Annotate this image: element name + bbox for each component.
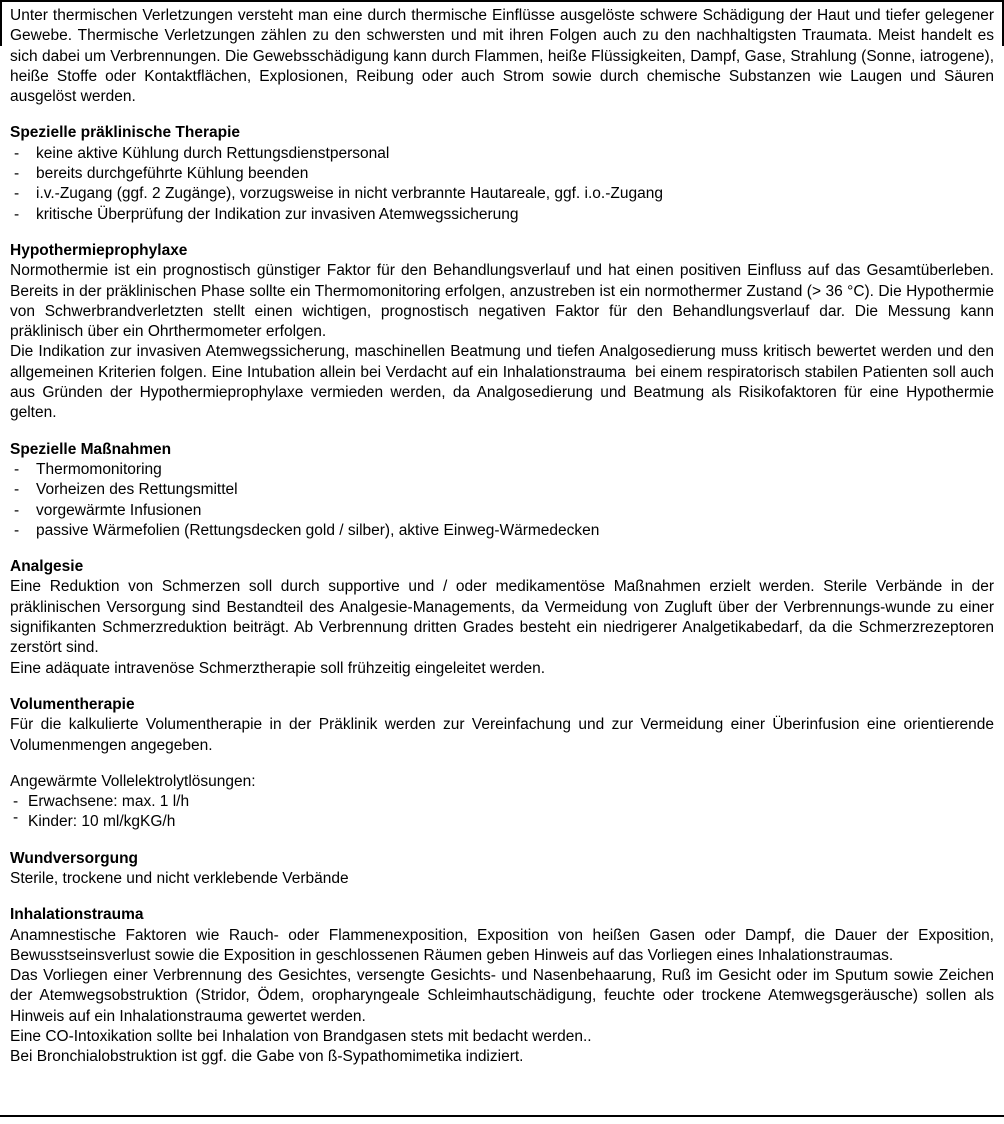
body-paragraph: Sterile, trockene und nicht verklebende Verbände	[10, 869, 349, 887]
list-item	[10, 521, 994, 541]
bullet-text: passive Wärmefolien (Rettungsdecken gold / silber), aktive Einweg-Wärmedecken	[36, 521, 600, 539]
body-paragraph: Normothermie ist ein prognostisch günstiger Faktor für den Behandlungsverlauf und hat einen positiven Einfluss auf das Gesamtüberleben. Bereits in der präklinischen Phase sollte ein Thermomonitoring erfolgen, anzustreben ist ein normothermer Zustand (> 36 °C). Die Hypothermie von Schwerbrandverletzten stellt einen wichtigen, prognostisch negativen Faktor für den Behandlungsverlauf dar. Die Messung kann präklinisch über ein Ohrthermometer erfolgen.	[10, 262, 994, 341]
bullet-text: Kinder: 10 ml/kgKG/h	[28, 813, 176, 831]
bullet-text: Vorheizen des Rettungsmittel	[36, 481, 238, 499]
top-border-line	[0, 0, 1004, 2]
bullet-dash: -	[14, 501, 20, 519]
body-paragraph: Eine CO-Intoxikation sollte bei Inhalation von Brandgasen stets mit bedacht werden..	[10, 1028, 592, 1046]
list-item	[10, 205, 994, 225]
section-heading-analgesie: Analgesie	[10, 558, 84, 576]
bullet-text: keine aktive Kühlung durch Rettungsdienstpersonal	[36, 144, 390, 162]
bottom-border-line	[0, 1115, 1004, 1117]
top-left-border-stub	[0, 0, 2, 46]
body-paragraph: Eine Reduktion von Schmerzen soll durch supportive und / oder medikamentöse Maßnahmen erzielt werden. Sterile Verbände in der präklinischen Versorgung sind Bestandteil des Analgesie-Managements, da Vermeidung von Zugluft über der Verbrennungs-wunde zu einer signifikanten Schmerzreduktion beiträgt. Ab Verbrennung dritten Grades besteht ein niedrigerer Analgetikabedarf, da die Schmerzrezeptoren zerstört sind.	[10, 578, 994, 657]
body-paragraph: Eine adäquate intravenöse Schmerztherapie soll frühzeitig eingeleitet werden.	[10, 659, 546, 677]
bullet-dash: -	[14, 165, 20, 183]
bullet-list-vollelektrolytloesungen	[10, 792, 994, 833]
bullet-dash: -	[14, 185, 20, 203]
bullet-dash: -	[14, 460, 20, 478]
bullet-text: Thermomonitoring	[36, 460, 162, 478]
list-item	[10, 809, 994, 832]
bullet-list-spezielle-massnahmen	[10, 460, 994, 541]
list-item	[10, 480, 994, 500]
bullet-text: bereits durchgeführte Kühlung beenden	[36, 165, 309, 183]
list-item	[10, 792, 994, 812]
list-item	[10, 144, 994, 164]
bullet-dash: -	[13, 809, 19, 827]
section-heading-volumentherapie: Volumentherapie	[10, 695, 135, 713]
section-heading-praeklinische-therapie: Spezielle präklinische Therapie	[10, 124, 241, 142]
body-paragraph: Bei Bronchialobstruktion ist ggf. die Gabe von ß-Sypathomimetika indiziert.	[10, 1048, 524, 1066]
body-paragraph: Für die kalkulierte Volumentherapie in der Präklinik werden zur Vereinfachung und zur Vermeidung einer Überinfusion eine orientierende Volumenmengen angegeben.	[10, 716, 994, 754]
bullet-dash: -	[13, 793, 19, 811]
section-heading-hypothermieprophylaxe: Hypothermieprophylaxe	[10, 241, 188, 259]
body-paragraph: Die Indikation zur invasiven Atemwegssicherung, maschinellen Beatmung und tiefen Analgosedierung muss kritisch bewertet werden und den allgemeinen Kriterien folgen. Eine Intubation allein bei Verdacht auf ein Inhalationstrauma bei einem respiratorisch stabilen Patienten soll auch aus Gründen der Hypothermieprophylaxe vermieden werden, da Analgosedierung und Beatmung als Risikofaktoren für eine Hypothermie gelten.	[10, 343, 994, 422]
bullet-text: vorgewärmte Infusionen	[36, 501, 202, 519]
list-item	[10, 184, 994, 204]
bullet-text: kritische Überprüfung der Indikation zur invasiven Atemwegssicherung	[36, 205, 519, 223]
section-heading-wundversorgung: Wundversorgung	[10, 849, 139, 867]
bullet-dash: -	[14, 481, 20, 499]
section-heading-inhalationstrauma: Inhalationstrauma	[10, 906, 144, 924]
bullet-dash: -	[14, 144, 20, 162]
body-paragraph: Anamnestische Faktoren wie Rauch- oder Flammenexposition, Exposition von heißen Gasen oder Dampf, die Dauer der Exposition, Bewusstseinsverlust sowie die Exposition in geschlossenen Räumen geben Hinweis auf das Vorliegen eines Inhalationstraumas.	[10, 926, 994, 964]
sub-label-vollelektrolytloesungen: Angewärmte Vollelektrolytlösungen:	[10, 772, 256, 790]
list-item	[10, 501, 994, 521]
bullet-dash: -	[14, 205, 20, 223]
list-item	[10, 164, 994, 184]
section-heading-spezielle-massnahmen: Spezielle Maßnahmen	[10, 440, 172, 458]
bullet-list-praeklinische-therapie	[10, 144, 994, 225]
intro-paragraph: Unter thermischen Verletzungen versteht man eine durch thermische Einflüsse ausgelöste schwere Schädigung der Haut und tiefer gelegener Gewebe. Thermische Verletzungen zählen zu den schwersten und mit ihren Folgen auch zu den nachhaltigsten Traumata. Meist handelt es sich dabei um Verbrennungen. Die Gewebsschädigung kann durch Flammen, heiße Flüssigkeiten, Dampf, Gase, Strahlung (Sonne, iatrogene), heiße Stoffe oder Kontaktflächen, Explosionen, Reibung oder auch Strom sowie durch chemische Substanzen wie Laugen und Säuren ausgelöst werden.	[10, 7, 994, 106]
list-item	[10, 460, 994, 480]
bullet-text: i.v.-Zugang (ggf. 2 Zugänge), vorzugsweise in nicht verbrannte Hautareale, ggf. i.o.-Zugang	[36, 185, 663, 203]
bullet-text: Erwachsene: max. 1 l/h	[28, 793, 190, 811]
bullet-dash: -	[14, 521, 20, 539]
body-paragraph: Das Vorliegen einer Verbrennung des Gesichtes, versengte Gesichts- und Nasenbehaarung, Ruß im Gesicht oder im Sputum sowie Zeichen der Atemwegsobstruktion (Stridor, Ödem, oropharyngeale Schleimhautschädigung, feuchte oder trockene Atemwegsgeräusche) sollen als Hinweis auf ein Inhalationstrauma gewertet werden.	[10, 967, 994, 1025]
